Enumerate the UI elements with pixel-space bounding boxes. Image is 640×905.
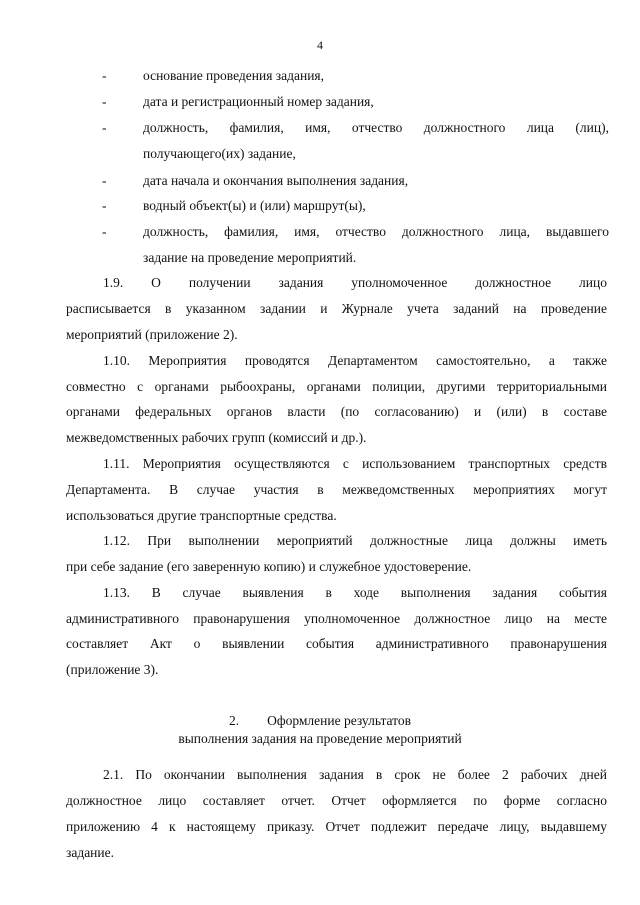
paragraph-line: 1.13. В случае выявления в ходе выполнения задания события [103,585,607,600]
paragraph-line: органами федеральных органов власти (по согласованию) и (или) в составе [66,404,607,419]
bullet-dash: - [102,94,107,109]
bullet-text-block [143,120,609,162]
section-number: 2. [228,713,240,728]
bullet-text-line: должность, фамилия, имя, отчество должностного лица (лиц), [143,120,609,135]
bullet-text-line: получающего(их) задание, [143,146,296,161]
section-title-line1: Оформление результатов [267,713,412,728]
paragraph-line: должностное лицо составляет отчет. Отчет оформляется по форме согласно [66,793,607,808]
paragraph-line: использоваться другие транспортные средства. [66,508,337,523]
paragraph-line: при себе задание (его заверенную копию) и служебное удостоверение. [66,559,472,574]
bullet-text-line: должность, фамилия, имя, отчество должностного лица, выдавшего [143,224,609,239]
paragraph-line: административного правонарушения уполномоченное должностное лицо на месте [66,611,607,626]
paragraph-line: расписывается в указанном задании и Журнале учета заданий на проведение [66,301,607,316]
paragraph-line: 1.9. О получении задания уполномоченное должностное лицо [103,275,607,290]
paragraph-line: задание. [66,845,115,860]
paragraph-line: (приложение 3). [66,662,159,677]
paragraph-line: 1.10. Мероприятия проводятся Департаментом самостоятельно, а также [103,353,607,368]
paragraph-line: составляет Акт о выявлении события административного правонарушения [66,636,607,651]
paragraph-line: Департамента. В случае участия в межведомственных мероприятиях могут [66,482,607,497]
paragraph-line: 2.1. По окончании выполнения задания в срок не более 2 рабочих дней [103,767,607,782]
paragraph-line: мероприятий (приложение 2). [66,327,238,342]
bullet-text: дата начала и окончания выполнения задания, [143,173,409,188]
paragraph-line: 1.11. Мероприятия осуществляются с использованием транспортных средств [103,456,607,471]
bullet-text: основание проведения задания, [143,68,325,83]
section-title-line2: выполнения задания на проведение мероприятий [178,731,462,746]
paragraph-line: приложению 4 к настоящему приказу. Отчет подлежит передаче лицу, выдавшему [66,819,607,834]
bullet-dash: - [102,120,107,135]
bullet-dash: - [102,224,107,239]
bullet-text-line: задание на проведение мероприятий. [143,250,357,265]
paragraph-line: совместно с органами рыбоохраны, органами полиции, другими территориальными [66,379,607,394]
bullet-dash: - [102,198,107,213]
bullet-dash: - [102,173,107,188]
paragraph-line: межведомственных рабочих групп (комиссий и др.). [66,430,367,445]
page-number: 4 [317,38,323,52]
bullet-text-block [143,224,609,266]
bullet-text: водный объект(ы) и (или) маршрут(ы), [143,198,366,213]
section-heading [0,713,640,729]
bullet-dash: - [102,68,107,83]
bullet-text: дата и регистрационный номер задания, [143,94,374,109]
paragraph-line: 1.12. При выполнении мероприятий должностные лица должны иметь [103,533,607,548]
